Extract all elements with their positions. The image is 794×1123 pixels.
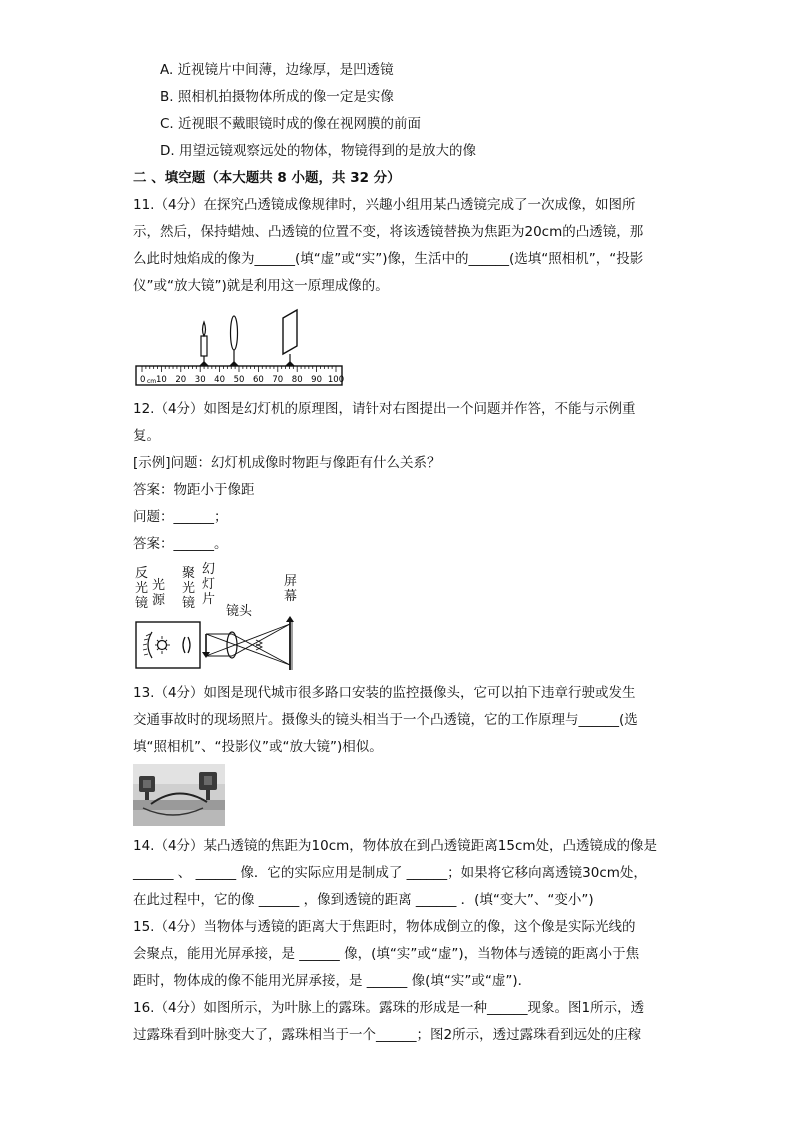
ruler-tick-label: 60 [252,375,264,385]
condenser-lens-icon [183,637,190,653]
light-bulb-icon [155,636,170,654]
q15-line2: 会聚点，能用光屏承接，是 ______ 像，(填“实”或“虚”)，当物体与透镜的距离小于焦 [133,946,640,962]
q12-question-blank: 问题：______； [133,509,228,525]
q15-line3: 距时，物体成的像不能用光屏承接，是 ______ 像(填“实”或“虚”)． [133,973,532,989]
projector-optics [130,562,310,674]
label-slide: 幻灯片 [202,562,216,607]
option-c: C. 近视眼不戴眼镜时成的像在视网膜的前面 [160,116,422,132]
section-heading: 二 、填空题（本大题共 8 小题，共 32 分） [133,170,401,186]
light-rays [206,624,290,665]
option-d: D. 用望远镜观察远处的物体，物镜得到的是放大的像 [160,143,476,159]
q16-line1: 16.（4分）如图所示，为叶脉上的露珠。露珠的形成是一种______现象。图1所示，透 [133,1000,645,1016]
q16-line2: 过露珠看到叶脉变大了，露珠相当于一个______；图2所示，透过露珠看到远处的庄稼 [133,1027,642,1043]
ruler-tick-label: 10 [155,375,167,385]
option-a: A. 近视镜片中间薄，边缘厚，是凹透镜 [160,62,394,78]
slide-icon [202,634,210,658]
ruler-tick-label: 20 [175,375,187,385]
projection-screen-icon [286,616,294,670]
q12-example: [示例]问题：幻灯机成像时物距与像距有什么关系？ [133,455,441,471]
q12-line1: 12.（4分）如图是幻灯机的原理图，请针对右图提出一个问题并作答，不能与示例重 [133,401,636,417]
ruler-tick-label: 50 [233,375,245,385]
ruler-unit-label: cm [147,378,157,385]
ruler-tick-label: 40 [214,375,226,385]
ruler-tick-label: 70 [272,375,284,385]
option-b: B. 照相机拍摄物体所成的像一定是实像 [160,89,394,105]
q11-line3: 么此时烛焰成的像为______(填“虚”或“实”)像，生活中的______(选填“照相机”，“投影 [133,251,644,267]
q11-line2: 示，然后，保持蜡烛、凸透镜的位置不变，将该透镜替换为焦距为20cm的凸透镜，那 [133,224,644,240]
ruler-tick-label: 0 [140,375,146,385]
ruler-tick-label: 80 [291,375,303,385]
label-lens: 镜头 [226,604,253,619]
q14-line1: 14.（4分）某凸透镜的焦距为10cm，物体放在到凸透镜距离15cm处，凸透镜成的像是 [133,838,658,854]
reflector-icon [143,632,152,658]
ruler-tick-label: 30 [194,375,206,385]
surveillance-camera-photo [133,764,225,826]
projector-diagram [130,562,310,674]
q11-line1: 11.（4分）在探究凸透镜成像规律时，兴趣小组用某凸透镜完成了一次成像，如图所 [133,197,636,213]
label-condenser: 聚光镜 [182,566,196,611]
convex-lens-icon [229,316,239,366]
q12-answer-example: 答案：物距小于像距 [133,482,255,498]
q14-line2: ______ 、 ______ 像．它的实际应用是制成了 ______；如果将它移向离透镜30cm处， [133,865,647,881]
candle-icon [199,322,209,366]
ruler [136,366,344,385]
q13-line2: 交通事故时的现场照片。摄像头的镜头相当于一个凸透镜，它的工作原理与______(选 [133,712,638,728]
q11-line4: 仪”或“放大镜”)就是利用这一原理成像的。 [133,278,389,294]
q13-line3: 填“照相机”、“投影仪”或“放大镜”)相似。 [133,739,383,755]
q13-line1: 13.（4分）如图是现代城市很多路口安装的监控摄像头，它可以拍下违章行驶或发生 [133,685,636,701]
label-reflector: 反光镜 [135,566,149,611]
q12-line2: 复。 [133,428,160,444]
q14-line3: 在此过程中，它的像 ______ ，像到透镜的距离 ______ ．(填“变大”、“变小”) [133,892,594,908]
optical-bench-figure [135,308,345,388]
q15-line1: 15.（4分）当物体与透镜的距离大于焦距时，物体成倒立的像，这个像是实际光线的 [133,919,636,935]
q12-answer-blank: 答案：______。 [133,536,228,552]
label-light-source: 光源 [152,578,166,608]
screen-icon [283,310,297,366]
label-screen: 屏幕 [284,574,298,604]
ruler-tick-label: 90 [311,375,323,385]
ruler-tick-label: 100 [327,375,345,385]
